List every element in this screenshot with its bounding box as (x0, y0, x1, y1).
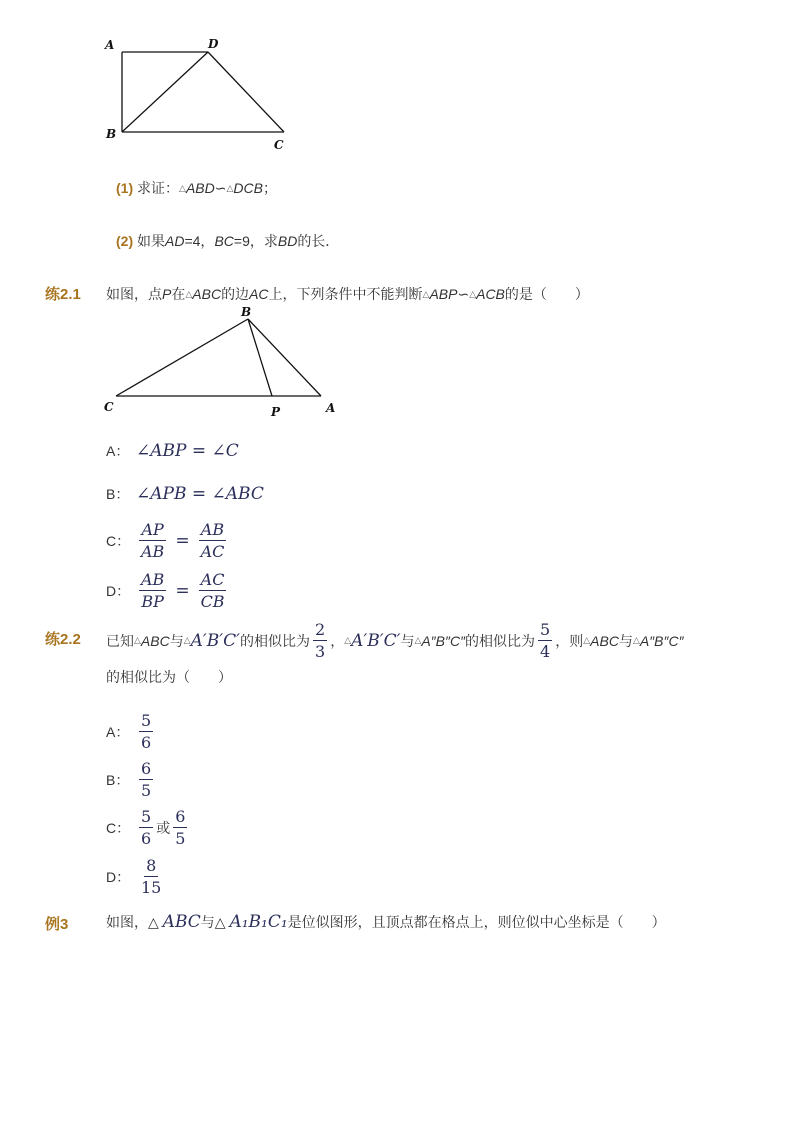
denominator: AB (141, 542, 165, 561)
text: 的相似比为 (465, 632, 536, 649)
equals-sign: = (175, 580, 190, 601)
option-label: D： (106, 868, 131, 885)
segment-ba (248, 319, 321, 396)
point-p: P (162, 286, 172, 302)
triangle-abc: ABC (192, 286, 222, 302)
triangle-prime: A′B′C′ (351, 630, 401, 651)
label-c: C (274, 138, 284, 152)
triangle-double-prime: A″B″C″ (421, 632, 466, 649)
triangle-icon: △ (179, 182, 186, 193)
triangle-prime: A′B′C′ (190, 630, 240, 651)
option-d[interactable] (106, 856, 166, 897)
triangle-icon: △ (422, 288, 430, 299)
triangle-icon: △ (226, 182, 234, 193)
text: ，则 (555, 632, 584, 649)
trapezoid-figure (95, 30, 305, 160)
segment-dc (208, 52, 284, 132)
denominator: 5 (175, 829, 186, 848)
ratio-fraction (538, 620, 552, 661)
triangle-abc: ABC (162, 912, 201, 932)
segment-bd-text: BD (277, 233, 298, 249)
text: 上，下列条件中不能判断 (268, 286, 423, 302)
triangle-figure (100, 303, 345, 421)
triangle-icon: △ (583, 635, 591, 645)
label-c: C (104, 400, 114, 414)
text: 的边 (221, 286, 250, 302)
numerator: AB (141, 570, 165, 589)
example-3-tag: 例3 (45, 916, 69, 933)
similar-symbol: ∽ (214, 179, 227, 196)
fraction (139, 520, 166, 561)
option-label: C： (106, 819, 131, 836)
text: 与 (169, 632, 184, 649)
option-label: B： (106, 486, 130, 502)
bc-value: =9，求 (233, 233, 278, 249)
text: 与 (400, 632, 415, 649)
option-label: A： (106, 443, 130, 459)
option-expression: ∠ABP = ∠C (136, 441, 239, 461)
denominator: 15 (141, 878, 162, 897)
denominator: 6 (141, 829, 152, 848)
triangle-icon: △ (414, 635, 422, 645)
text: 与 (200, 914, 215, 930)
triangle-icon: △ (134, 635, 141, 645)
triangle-double-prime: A″B″C″ (639, 632, 684, 649)
triangle-symbol: △ (148, 913, 159, 930)
exercise-2-1-tag: 练2.1 (45, 286, 81, 303)
numerator: 5 (141, 807, 152, 826)
label-b: B (106, 127, 117, 141)
option-b[interactable] (106, 484, 264, 504)
part1-number: (1) (116, 180, 134, 196)
option-c[interactable] (106, 520, 229, 561)
ratio-fraction (313, 620, 327, 661)
fraction (139, 711, 153, 752)
numerator: 5 (141, 711, 152, 730)
fraction (199, 570, 227, 611)
text: 与 (618, 632, 633, 649)
part1-prefix: 求证： (137, 180, 180, 196)
fraction (139, 856, 163, 897)
triangle-icon: △ (344, 635, 352, 645)
exercise-2-2-tag: 练2.2 (45, 631, 81, 648)
segment-bd (122, 52, 208, 132)
triangle-icon: △ (185, 288, 193, 299)
numerator: 5 (540, 620, 551, 639)
segment-bp (248, 319, 272, 396)
part1-end: ； (262, 180, 277, 196)
option-c[interactable] (106, 807, 190, 848)
numerator: 8 (146, 856, 157, 875)
part2-prefix: 如果 (137, 233, 166, 249)
q1-part2 (116, 231, 339, 251)
numerator: 6 (175, 807, 186, 826)
text: 的相似比为 (240, 632, 310, 649)
numerator: 2 (315, 620, 326, 639)
option-b[interactable] (106, 759, 156, 800)
side-ac: AC (249, 286, 269, 302)
option-label: A： (106, 723, 130, 740)
segment-bc-text: BC (214, 233, 234, 249)
option-d[interactable] (106, 570, 230, 611)
exercise-2-1-question (106, 284, 589, 304)
text: 的是（ ） (504, 286, 589, 302)
triangle-abc: ABC (140, 632, 170, 649)
label-d: D (208, 37, 219, 51)
triangle-a1b1c1: A₁B₁C₁ (229, 912, 288, 932)
segment-ad-text: AD (165, 233, 185, 249)
denominator: 5 (141, 781, 152, 800)
similar-symbol: ∽ (457, 285, 470, 302)
label-p: P (271, 405, 281, 419)
triangle-icon: △ (183, 635, 191, 645)
fraction (173, 807, 187, 848)
or-text: 或 (156, 819, 171, 836)
denominator: CB (200, 592, 225, 611)
triangle-acb: ACB (476, 286, 505, 302)
label-a: A (326, 401, 336, 415)
denominator: AC (200, 542, 225, 561)
denominator: 4 (540, 642, 551, 661)
exercise-2-2-line1 (106, 620, 684, 661)
option-label: D： (106, 582, 131, 599)
option-label: B： (106, 771, 130, 788)
triangle-abd: ABD (185, 180, 215, 196)
fraction (139, 570, 166, 611)
triangle-dcb: DCB (233, 180, 263, 196)
label-a: A (105, 38, 115, 52)
numerator: 6 (141, 759, 152, 778)
numerator: AB (200, 520, 225, 539)
segment-cb (116, 319, 248, 396)
denominator: 3 (315, 642, 326, 661)
triangle-abp: ABP (429, 286, 458, 302)
text: 如图，点 (106, 286, 162, 302)
option-a[interactable] (106, 441, 239, 461)
numerator: AC (200, 570, 225, 589)
triangle-icon: △ (469, 288, 477, 299)
text: 是位似图形，且顶点都在格点上，则位似中心坐标是（ ） (287, 914, 666, 930)
text: 在 (171, 286, 186, 302)
fraction (199, 520, 227, 561)
equals-sign: = (175, 530, 190, 551)
text: 已知 (106, 632, 134, 649)
triangle-abc: ABC (590, 632, 619, 649)
denominator: 6 (141, 733, 152, 752)
part2-number: (2) (116, 233, 134, 249)
triangle-symbol: △ (214, 913, 226, 930)
ad-value: =4， (184, 233, 215, 249)
triangle-icon: △ (632, 635, 640, 645)
denominator: BP (141, 592, 164, 611)
option-a[interactable] (106, 711, 156, 752)
exercise-2-2-line2: 的相似比为（ ） (106, 669, 232, 685)
text: ， (330, 632, 345, 649)
numerator: AP (141, 520, 164, 539)
option-expression: ∠APB = ∠ABC (136, 484, 264, 504)
part2-end: 的长． (297, 233, 340, 249)
label-b: B (241, 305, 252, 319)
option-label: C： (106, 532, 131, 549)
q1-part1 (116, 178, 277, 198)
fraction (139, 759, 153, 800)
fraction (139, 807, 153, 848)
text: 如图， (106, 914, 148, 930)
example-3-question (106, 912, 666, 932)
